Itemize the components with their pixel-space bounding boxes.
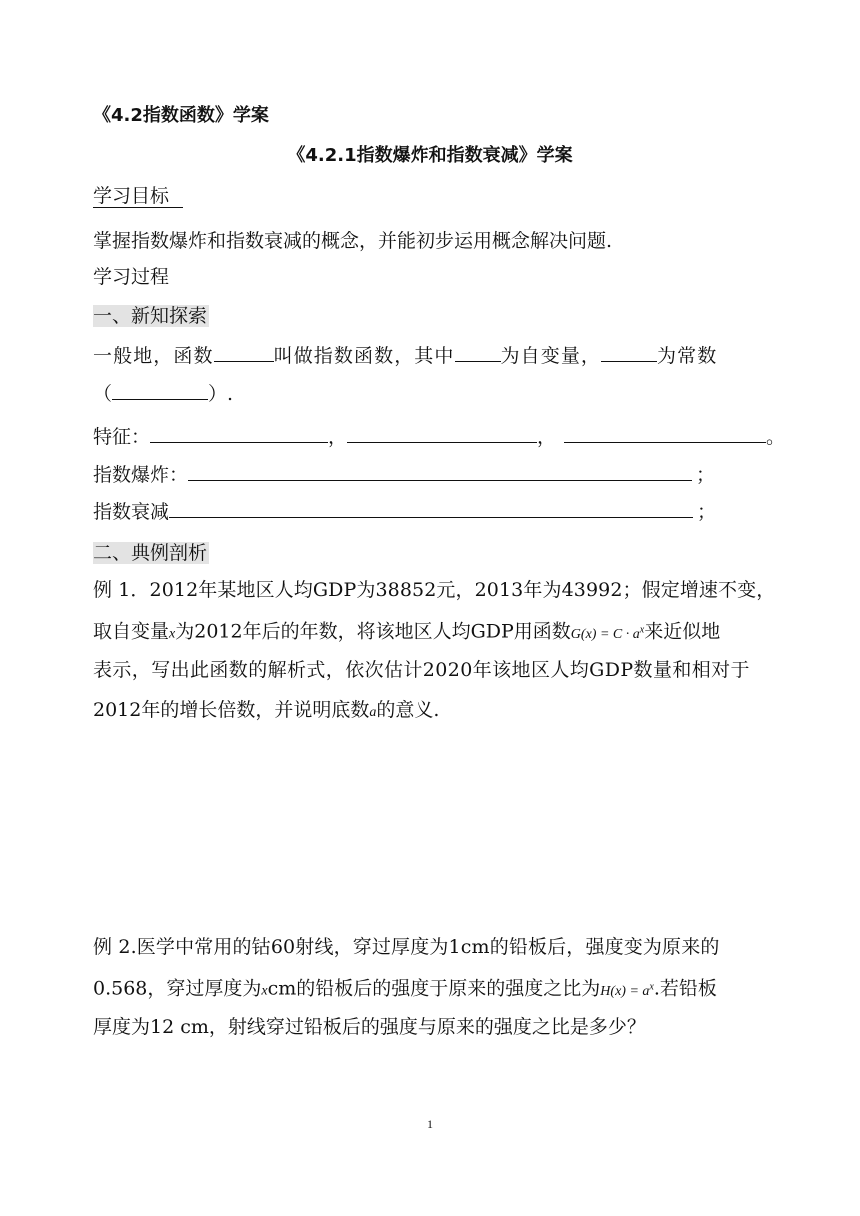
ex1-formula-exponent: x (639, 624, 645, 635)
ex1-function-formula (570, 624, 645, 642)
blank-condition[interactable] (112, 381, 208, 400)
decay-end: ； (697, 501, 717, 523)
feature-sep-2: ， (537, 426, 557, 448)
blank-explosion[interactable] (188, 462, 692, 481)
ex1-text-d: 2012年的增长倍数，并说明底数 (93, 699, 370, 721)
blank-feature-3[interactable] (564, 424, 766, 443)
blank-constant[interactable] (601, 343, 657, 362)
def-text-2: 叫做指数函数，其中 (273, 345, 455, 367)
objective-text: 掌握指数爆炸和指数衰减的概念，并能初步运用概念解决问题. (93, 230, 613, 252)
ex2-text-a: 0.568，穿过厚度为 (93, 977, 262, 1000)
section2-heading (93, 540, 209, 566)
ex1-formula-base: G(x) = C · a (570, 626, 640, 642)
blank-variable[interactable] (455, 343, 501, 362)
document-title: 《4.2指数函数》学案 (93, 105, 269, 126)
decay-line (93, 499, 716, 525)
objective-heading-text: 学习目标 (93, 185, 183, 208)
explosion-end: ； (696, 464, 716, 486)
example1-line4 (93, 697, 439, 726)
feature-end: 。 (766, 426, 786, 448)
example2-line1: 例 2.医学中常用的钴60射线，穿过厚度为1cm的铅板后，强度变为原来的 (93, 936, 720, 958)
feature-line (93, 424, 785, 450)
blank-feature-1[interactable] (150, 424, 328, 443)
ex2-variable-x: x (261, 983, 268, 999)
process-heading: 学习过程 (93, 266, 170, 288)
decay-label: 指数衰减 (93, 501, 170, 523)
ex2-text-c: .若铅板 (653, 977, 717, 1000)
def-close-paren: ）. (208, 383, 234, 405)
section1-heading-text: 一、新知探索 (93, 305, 208, 327)
ex1-variable-a: a (369, 705, 377, 720)
def-text-3: 为自变量， (500, 345, 602, 367)
ex1-variable-x: x (169, 626, 176, 642)
ex1-text-a: 取自变量 (93, 620, 170, 643)
feature-label: 特征： (93, 426, 151, 448)
section1-heading (93, 303, 209, 329)
feature-sep-1: ， (328, 426, 348, 448)
example1-line1: 例 1．2012年某地区人均GDP为38852元，2013年为43992；假定增速不变， (93, 579, 776, 601)
ex1-text-c: 来近似地 (644, 620, 721, 643)
explosion-label: 指数爆炸： (93, 464, 189, 486)
definition-line (93, 343, 717, 369)
blank-feature-2[interactable] (347, 424, 537, 443)
example1-line2 (93, 617, 720, 648)
ex1-text-b: 为2012年后的年数，将该地区人均GDP用函数 (175, 620, 571, 643)
example2-line2 (93, 974, 717, 1005)
ex2-formula-exponent: x (649, 981, 654, 992)
definition-condition-line (93, 381, 233, 407)
ex2-formula-base: H(x) = a (600, 983, 650, 999)
blank-function[interactable] (214, 343, 274, 362)
ex2-function-formula (600, 981, 654, 999)
ex2-text-b: cm的铅板后的强度于原来的强度之比为 (267, 977, 601, 1000)
blank-decay[interactable] (169, 499, 693, 518)
objective-heading (93, 183, 183, 209)
page-number: 1 (427, 1117, 433, 1131)
section2-heading-text: 二、典例剖析 (93, 542, 208, 564)
document-subtitle: 《4.2.1指数爆炸和指数衰减》学案 (287, 145, 573, 166)
def-open-paren: （ (93, 383, 113, 405)
def-text-4: 为常数 (657, 345, 718, 367)
ex1-text-e: 的意义. (376, 699, 440, 721)
explosion-line (93, 462, 715, 488)
example1-line3: 表示，写出此函数的解析式，依次估计2020年该地区人均GDP数量和相对于 (93, 659, 750, 681)
example2-line3: 厚度为12 cm，射线穿过铅板后的强度与原来的强度之比是多少？ (93, 1016, 646, 1038)
def-text-1: 一般地，函数 (93, 345, 214, 367)
